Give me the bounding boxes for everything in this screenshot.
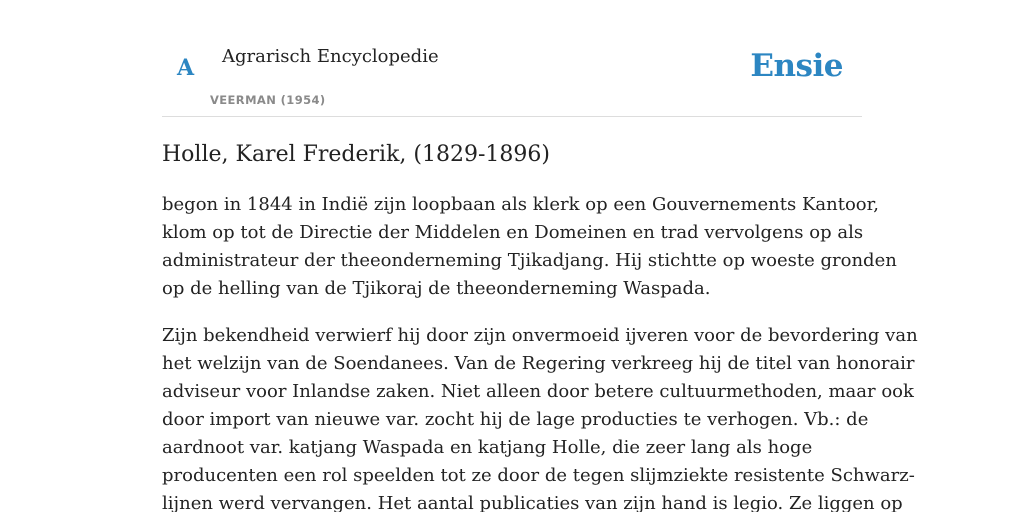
paragraph-line: lijnen werd vervangen. Het aantal publicaties van zijn hand is legio. Ze liggen op	[162, 493, 903, 512]
paragraph-line: producenten een rol speelden tot ze door de tegen slijmziekte resistente Schwarz-	[162, 465, 915, 486]
paragraph-line: aardnoot var. katjang Waspada en katjang Holle, die zeer lang als hoge	[162, 437, 813, 458]
book-title-link[interactable]: Agrarisch Encyclopedie	[222, 46, 439, 67]
paragraph-line: adviseur voor Inlandse zaken. Niet alleen door betere cultuurmethoden, maar ook	[162, 381, 914, 402]
paragraph-line: op de helling van de Tjikoraj de theeonderneming Waspada.	[162, 278, 711, 299]
paragraph-line: administrateur der theeonderneming Tjikadjang. Hij stichtte op woeste gronden	[162, 250, 897, 271]
article-paragraph	[162, 322, 918, 512]
index-letter-link[interactable]: A	[177, 55, 195, 81]
paragraph-line: begon in 1844 in Indië zijn loopbaan als klerk op een Gouvernements Kantoor,	[162, 194, 879, 215]
paragraph-line: klom op tot de Directie der Middelen en Domeinen en trad vervolgens op als	[162, 222, 864, 243]
paragraph-line: Zijn bekendheid verwierf hij door zijn onvermoeid ijveren voor de bevordering van	[162, 325, 918, 346]
paragraph-line: het welzijn van de Soendanees. Van de Regering verkreeg hij de titel van honorair	[162, 353, 915, 374]
article-title: Holle, Karel Frederik, (1829-1896)	[162, 142, 550, 167]
paragraph-line: door import van nieuwe var. zocht hij de lage producties te verhogen. Vb.: de	[162, 409, 869, 430]
header	[162, 0, 862, 117]
article	[162, 139, 918, 512]
book-subtitle: VEERMAN (1954)	[210, 93, 326, 107]
article-paragraph	[162, 191, 897, 303]
brand-logo[interactable]: Ensie	[750, 48, 843, 84]
